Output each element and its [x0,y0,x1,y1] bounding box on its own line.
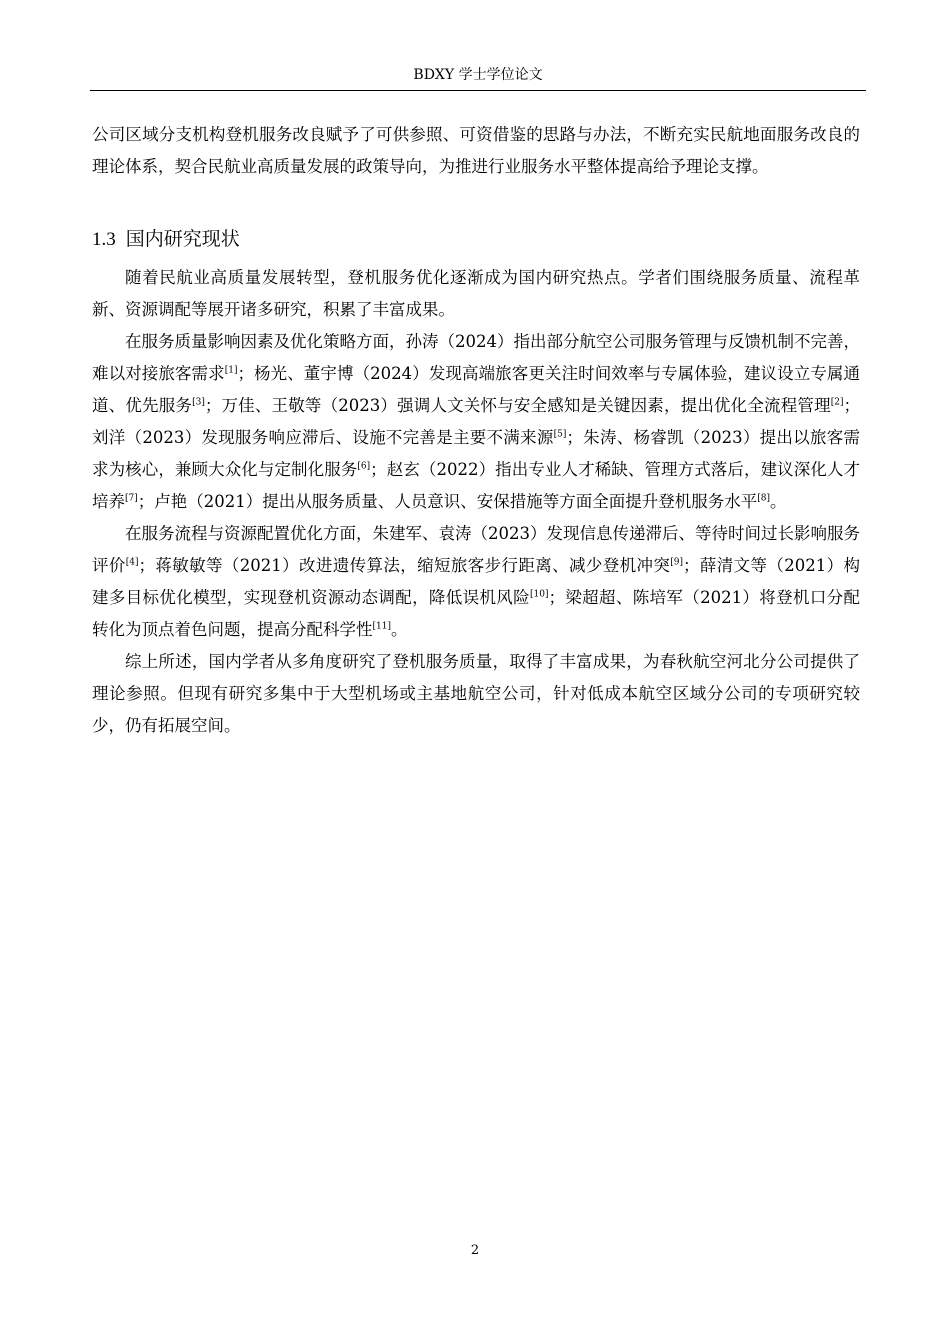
citation: [4] [125,557,139,568]
text-segment: 。 [770,492,787,511]
citation: [6] [357,461,371,472]
intro-paragraph: 公司区域分支机构登机服务改良赋予了可供参照、可资借鉴的思路与办法，不断充实民航地面服务改良的理论体系，契合民航业高质量发展的政策导向，为推进行业服务水平整体提高给予理论支撑。 [92,125,860,176]
running-header: BDXY 学士学位论文 [413,67,543,83]
section-heading [92,225,860,254]
paragraph-summary: 综上所述，国内学者从多角度研究了登机服务质量，取得了丰富成果，为春秋航空河北分公司提供了理论参照。但现有研究多集中于大型机场或主基地航空公司，针对低成本航空区域分公司的专项研究较少，仍有拓展空间。 [92,652,860,735]
citation: [10] [530,589,549,600]
citation: [8] [757,493,770,504]
paragraph-overview: 随着民航业高质量发展转型，登机服务优化逐渐成为国内研究热点。学者们围绕服务质量、流程革新、资源调配等展开诸多研究，积累了丰富成果。 [92,268,860,319]
citation: [11] [372,621,391,632]
text-segment: ；万佳、王敬等（2023）强调人文关怀与安全感知是关键因素，提出优化全流程管理 [204,396,831,415]
text-segment: ；朱涛、杨睿凯（2023）提出以旅客需求为核心，兼顾大众化与定制化服务 [92,428,860,479]
citation: [1] [224,365,238,376]
main-content [92,119,860,742]
text-segment: ；蒋敏敏等（2021）改进遗传算法，缩短旅客步行距离、减少登机冲突 [138,556,671,575]
paragraph-service-quality [92,326,860,518]
text-segment: 。 [390,620,408,639]
text-segment: ；刘洋（2023）发现服务响应滞后、设施不完善是主要不满来源 [92,396,860,447]
section-number: 1.3 [92,229,116,250]
text-segment: ；赵玄（2022）指出专业人才稀缺、管理方式落后，建议深化人才培养 [92,460,861,511]
text-segment: 在服务流程与资源配置优化方面，朱建军、袁涛（2023）发现信息传递滞后、等待时间过长影响服务评价 [92,524,860,575]
paragraph-process-resources [92,518,860,646]
citation: [9] [670,557,683,568]
text-segment: ；梁超超、陈培军（2021）将登机口分配转化为顶点着色问题，提高分配科学性 [92,588,861,639]
citation: [2] [830,397,844,408]
citation: [5] [553,429,567,440]
text-segment: 在服务质量影响因素及优化策略方面，孙涛（2024）指出部分航空公司服务管理与反馈机制不完善，难以对接旅客需求 [92,332,860,383]
text-segment: ；卢艳（2021）提出从服务质量、人员意识、安保措施等方面全面提升登机服务水平 [137,492,758,511]
section-title: 国内研究现状 [125,228,240,250]
text-segment: ；薛清文等（2021）构建多目标优化模型，实现登机资源动态调配，降低误机风险 [92,556,860,607]
header-rule [90,90,866,91]
citation: [3] [192,397,205,408]
text-segment: ；杨光、董宇博（2024）发现高端旅客更关注时间效率与专属体验，建议设立专属通道、优先服务 [92,364,860,415]
citation: [7] [125,493,138,504]
page-number: 2 [470,1243,480,1258]
